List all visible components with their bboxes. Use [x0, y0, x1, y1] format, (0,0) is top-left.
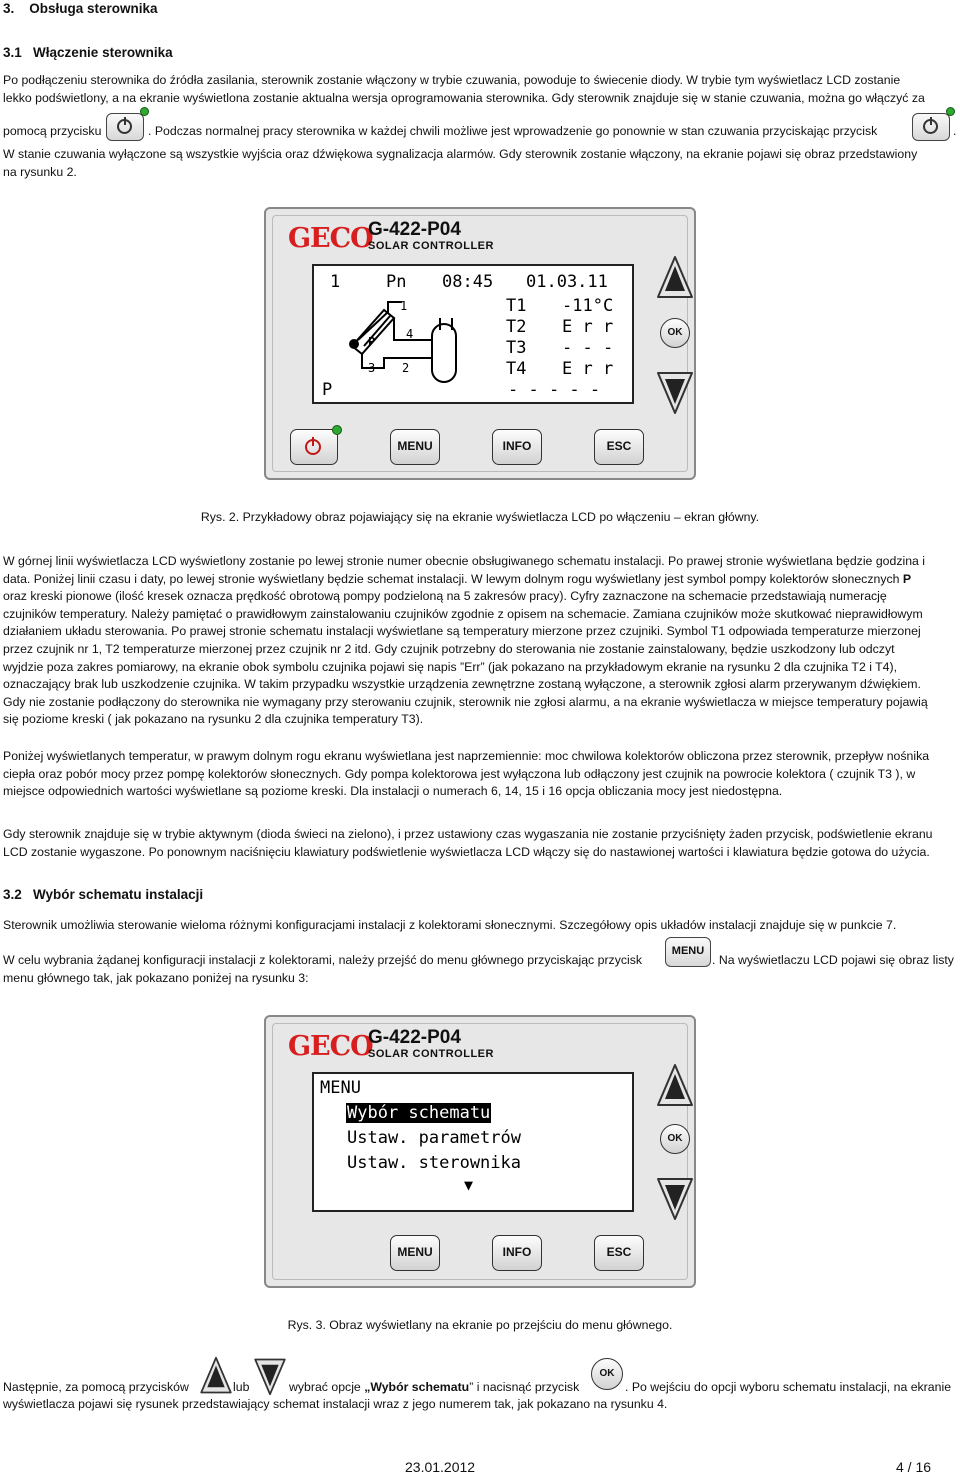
- sensor-value: E r r: [562, 317, 614, 337]
- model-name: G-422-P04: [368, 1027, 461, 1048]
- figure-3-caption: Rys. 3. Obraz wyświetlany na ekranie po przejściu do menu głównego.: [287, 1318, 673, 1332]
- sensor-label: T2: [506, 317, 527, 337]
- diagram-label: P: [368, 335, 376, 349]
- menu-button-icon: MENU: [665, 937, 711, 967]
- intro-paragraph: [3, 72, 959, 107]
- page-number: 4 / 16: [896, 1459, 932, 1475]
- text-line: W stanie czuwania wyłączone są wszystkie wyjścia oraz dźwiękowa sygnalizacja alarmów. Gdy sterownik zostanie włączony, na ekranie pojawi się obraz przedstawiony: [3, 147, 918, 161]
- info-button[interactable]: INFO: [492, 429, 542, 465]
- diagram-label: 2: [402, 361, 410, 375]
- footer-date: 23.01.2012: [405, 1459, 476, 1475]
- subsection-heading-3-1: [3, 45, 173, 60]
- text-line: ciepła oraz pobór mocy przez pompę kolektorów słonecznych. Gdy pompa kolektorowa jest wyłączona lub odłączony jest czujnik na powrocie kolektora ( czujnik T3 ), w: [3, 766, 916, 781]
- select-option-sentence: [3, 1356, 959, 1416]
- menu-item-selected[interactable]: Wybór schematu: [347, 1103, 491, 1123]
- installation-schematic: [344, 294, 474, 386]
- menu-button[interactable]: MENU: [390, 429, 440, 465]
- ok-button[interactable]: OK: [660, 318, 690, 348]
- power-readout: - - - - -: [508, 380, 601, 400]
- power-button-icon: [912, 113, 950, 141]
- power-button-icon: [106, 113, 144, 141]
- sensor-value: E r r: [562, 359, 614, 379]
- text-line: wyjdzie poza zakres pomiarowy, na ekranie obok symbolu czujnika pojawi się napis ”Err” (jak pokazano na przykładowym ekranie na rysunku 2 dla czujnika T2 i T4),: [3, 659, 897, 674]
- text-fragment: wybrać opcje: [289, 1380, 361, 1394]
- esc-button[interactable]: ESC: [594, 1235, 644, 1271]
- sensor-label: T3: [506, 338, 527, 358]
- down-arrow-button[interactable]: [656, 369, 694, 415]
- text-fragment: . Po wejściu do opcji wyboru schematu instalacji, na ekranie: [625, 1380, 952, 1394]
- text-line: Gdy nie zostanie podłączony do sterownika nie wymagany przy sterowaniu czujnik, sterownik nie zgłosi alarmu, a na ekranie wyświetlacza w miejsce temperatury pojawią: [3, 694, 928, 709]
- menu-item[interactable]: Ustaw. sterownika: [347, 1153, 521, 1173]
- text-line: miejsce odpowiednich wartości wyświetlane są poziome kreski. Dla instalacji o numerach 6, 14, 15 i 16 opcja obliczania mocy jest niedostępna.: [3, 784, 783, 799]
- date: 01.03.11: [526, 272, 608, 292]
- down-arrow-icon: [253, 1356, 287, 1396]
- geco-logo: GECO: [288, 223, 373, 254]
- power-button[interactable]: [290, 429, 338, 465]
- text-fragment: menu głównego tak, jak pokazano poniżej na rysunku 3:: [3, 971, 309, 985]
- model-subtitle: SOLAR CONTROLLER: [368, 1048, 494, 1060]
- text-line: oraz kreski pionowe (ilość kresek oznacza prędkość obrotową pompy podzieloną na 5 zakresów pracy). Cyfry zaznaczone na schemacie przedstawiają numerację: [3, 589, 887, 604]
- text-line: na rysunku 2.: [3, 164, 77, 179]
- bold-fragment: „Wybór schematu: [364, 1380, 470, 1394]
- subsection-number: 3.2: [3, 887, 22, 902]
- info-button[interactable]: INFO: [492, 1235, 542, 1271]
- up-arrow-button[interactable]: [656, 1063, 694, 1109]
- section-title: Obsługa sterownika: [29, 1, 158, 16]
- figure-2-caption: Rys. 2. Przykładowy obraz pojawiający się na ekranie wyświetlacza LCD po włączeniu – ekran główny.: [200, 510, 760, 524]
- scheme-number: 1: [330, 272, 341, 292]
- text-line: Po podłączeniu sterownika do źródła zasilania, sterownik zostanie włączony w trybie czuwania, powoduje to świecenie diody. W trybie tym wyświetlacz LCD zostanie: [3, 73, 901, 87]
- diagram-label: 3: [368, 361, 376, 375]
- controller-figure-menu-screen: [264, 1015, 696, 1288]
- weekday: Pn: [386, 272, 407, 292]
- menu-title: MENU: [320, 1078, 361, 1098]
- up-arrow-icon: [199, 1356, 233, 1396]
- lcd-display: [312, 1072, 634, 1212]
- text-fragment: . Na wyświetlaczu LCD pojawi się obraz listy: [712, 953, 954, 967]
- status-led: [332, 425, 342, 435]
- menu-item[interactable]: Ustaw. parametrów: [347, 1128, 521, 1148]
- clock-time: 08:45: [442, 272, 494, 292]
- power-button-sentence: [3, 113, 959, 143]
- down-arrow-button[interactable]: [656, 1175, 694, 1221]
- text-fragment: ” i nacisnąć przycisk: [469, 1380, 580, 1394]
- text-line: Poniżej wyświetlanych temperatur, w prawym dolnym rogu ekranu wyświetlana jest naprzemiennie: moc chwilowa kolektorów obliczona przez sterownik, przepływ nośnika: [3, 749, 930, 763]
- text-line: przez czujnik nr 1, T2 temperaturze mierzonej przez czujnik nr 2 itd. Gdy czujnik potrzebny do sterowania nie zostanie zainstalowany, będzie uszkodzony lub odczyt: [3, 641, 895, 656]
- sensor-value: -11°C: [562, 296, 614, 316]
- diagram-label: 4: [406, 327, 414, 341]
- menu-button[interactable]: MENU: [390, 1235, 440, 1271]
- text-line: lekko podświetlony, a na ekranie wyświetlona zostanie aktualna wersja oprogramowania sterownika. Gdy sterownik znajduje się w stanie czuwania, można go włączyć za: [3, 90, 925, 105]
- lcd-description-paragraph: [3, 553, 959, 729]
- scheme-intro-paragraph: Sterownik umożliwia sterowanie wieloma różnymi konfiguracjami instalacji z kolektorami słonecznymi. Szczegółowy opis układów instalacji znajduje się w punkcie 7.: [3, 918, 897, 932]
- text-line: czujników temperatury. Należy pamiętać o prawidłowym zainstalowaniu czujników zgodnie z opisem na schemacie. Zamiana czujników może skutkować nieprawidłowym: [3, 606, 923, 621]
- text-fragment: pomocą przycisku: [3, 124, 102, 138]
- subsection-heading-3-2: [3, 887, 203, 902]
- text-fragment: wyświetlacza pojawi się rysunek przedstawiający schemat instalacji wraz z jego numerem tak, jak pokazano na rysunku 4.: [3, 1397, 668, 1411]
- text-fragment: .: [953, 124, 957, 138]
- text-line: LCD zostanie wygaszone. Po ponownym naciśnięciu klawiatury podświetlenie wyświetlacza LCD włączy się do nastawionej wartości i klawiatura będzie gotowa do użycia.: [3, 844, 930, 859]
- ok-button-icon: OK: [591, 1358, 623, 1390]
- subsection-number: 3.1: [3, 45, 22, 60]
- sensor-label: T1: [506, 296, 527, 316]
- text-line: W górnej linii wyświetlacza LCD wyświetlony zostanie po lewej stronie numer obecnie obsługiwanego schematu instalacji. Po prawej stronie wyświetlana będzie godzina i: [3, 554, 926, 568]
- subsection-title: Wybór schematu instalacji: [33, 887, 204, 902]
- intro-paragraph-end: [3, 146, 959, 181]
- sensor-value: - - -: [562, 338, 614, 358]
- scroll-down-indicator: ▼: [464, 1176, 474, 1194]
- text-fragment: lub: [233, 1380, 250, 1394]
- text-line: Gdy sterownik znajduje się w trybie aktywnym (dioda świeci na zielono), i przez ustawiony czas wygaszania nie zostanie przyciśnięty żaden przycisk, podświetlenie ekranu: [3, 827, 933, 841]
- pump-symbol: P: [322, 380, 333, 400]
- geco-logo: GECO: [288, 1031, 373, 1062]
- ok-button[interactable]: OK: [660, 1124, 690, 1154]
- bold-fragment: P: [902, 571, 912, 586]
- esc-button[interactable]: ESC: [594, 429, 644, 465]
- section-number: 3.: [3, 1, 15, 16]
- model-name: G-422-P04: [368, 219, 461, 240]
- diagram-label: 1: [400, 299, 408, 313]
- text-line: się poziome kreski ( jak pokazano na rysunku 2 dla czujnika temperatury T3).: [3, 712, 424, 727]
- model-subtitle: SOLAR CONTROLLER: [368, 240, 494, 252]
- menu-button-sentence: [3, 935, 959, 989]
- text-fragment: W celu wybrania żądanej konfiguracji instalacji z kolektorami, należy przejść do menu głównego przyciskając przycisk: [3, 953, 643, 967]
- text-fragment: . Podczas normalnej pracy sterownika w każdej chwili możliwe jest wprowadzenie go ponownie w stan czuwania przyciskając przycisk: [148, 124, 878, 138]
- text-fragment: Następnie, za pomocą przycisków: [3, 1380, 189, 1394]
- power-readout-paragraph: [3, 748, 959, 801]
- text-line: oznaczający brak lub uszkodzenie czujnika. W takim przypadku wszystkie urządzenia zewnętrzne zostaną wyłączone, a sterownik zgłosi alarm przerywanym dźwiękiem.: [3, 677, 921, 692]
- text-fragment: data. Poniżej linii czasu i daty, po lewej stronie wyświetlany będzie schemat instalacji. W lewym dolnym rogu wyświetlany jest symbol pompy kolektorów słonecznych: [3, 571, 900, 586]
- up-arrow-button[interactable]: [656, 255, 694, 301]
- text-fragment: [289, 1380, 579, 1394]
- controller-figure-main-screen: [264, 207, 696, 480]
- text-line: działaniem układu sterowania. Po prawej stronie schematu instalacji wyświetlane są temperatury mierzone przez czujniki. Symbol T1 odpowiada temperaturze mierzonej: [3, 624, 921, 639]
- text-line: [3, 571, 959, 589]
- subsection-title: Włączenie sterownika: [33, 45, 173, 60]
- sensor-label: T4: [506, 359, 527, 379]
- lcd-display: [312, 264, 634, 404]
- backlight-paragraph: [3, 826, 959, 861]
- section-heading: [3, 1, 158, 16]
